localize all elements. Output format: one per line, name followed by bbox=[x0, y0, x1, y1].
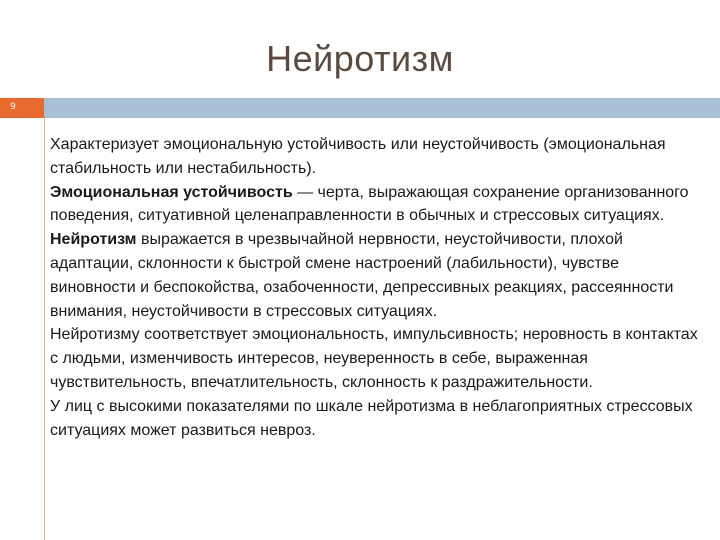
paragraph-definition: Характеризует эмоциональную устойчивость или неустойчивость (эмоциональная стабильность или нестабильность). bbox=[50, 136, 666, 177]
paragraph-neurosis: У лиц с высокими показателями по шкале нейротизма в неблагоприятных стрессовых ситуациях может развиться невроз. bbox=[50, 397, 693, 439]
left-divider-line bbox=[44, 118, 45, 540]
term-neuroticism: Нейротизм bbox=[50, 231, 137, 249]
slide-number: 9 bbox=[10, 102, 16, 112]
slide-title: Нейротизм bbox=[266, 38, 454, 79]
header-bar bbox=[44, 98, 720, 118]
slide-body bbox=[50, 133, 700, 442]
paragraph-correspondence: Нейротизму соответствует эмоциональность, импульсивность; неровность в контактах с людьми, изменчивость интересов, неуверенность в себе, выраженная чувствительность, впечатлительность, склонность к раздражительности. bbox=[50, 326, 698, 391]
neuroticism-text: выражается в чрезвычайной нервности, неустойчивости, плохой адаптации, склонности к быстрой смене настроений (лабильности), чувстве виновности и беспокойства, озабоченности, депрессивных реакциях, рассеянности внимания, неустойчивости в стрессовых ситуациях. bbox=[50, 231, 674, 320]
slide-number-badge bbox=[0, 98, 44, 118]
paragraph-neuroticism bbox=[50, 228, 700, 323]
term-emotional-stability: Эмоциональная устойчивость bbox=[50, 183, 293, 201]
paragraph-emotional-stability bbox=[50, 181, 700, 229]
emotional-stability-text: — черта, выражающая сохранение организованного поведения, ситуативной целенаправленности в обычных и стрессовых ситуациях. bbox=[50, 183, 689, 225]
